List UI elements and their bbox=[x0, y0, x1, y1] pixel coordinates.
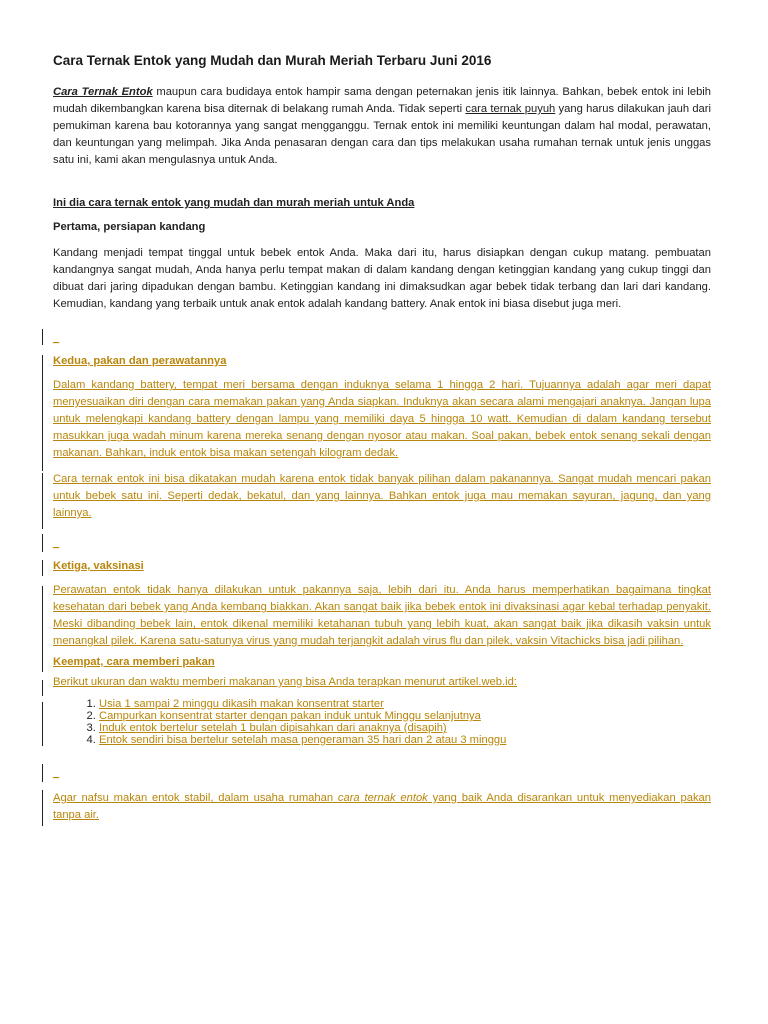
page-title: Cara Ternak Entok yang Mudah dan Murah Meriah Terbaru Juni 2016 bbox=[53, 53, 492, 68]
change-bar bbox=[42, 656, 43, 672]
closing-italic-link: cara ternak entok bbox=[337, 792, 428, 804]
list-item bbox=[99, 734, 711, 746]
section2-paragraph-1: Dalam kandang battery, tempat meri bersama dengan induknya selama 1 hingga 2 hari. Tujuannya adalah agar meri dapat menyesuaikan diri dengan cara memakan pakan yang Anda siapkan. Induknya akan secara alami mengajari anaknya. Jangan lupa untuk melengkapi kandang battery dengan lampu yang memiliki daya 5 hingga 10 watt. Kemudian di dalam kandang tersebut masukkan juga wadah minum karena mereka senang dengan nyosor atau makan. Soal pakan, bebek entok senang sekali dengan makanan. Bahkan, induk entok bisa makan setengah kilogram dedak. bbox=[53, 379, 711, 459]
document-page bbox=[53, 52, 711, 824]
list-item-text: Campurkan konsentrat starter dengan pakan induk untuk Minggu selanjutnya bbox=[99, 710, 481, 722]
section-subheading: Ini dia cara ternak entok yang mudah dan murah meriah untuk Anda bbox=[53, 197, 415, 209]
dash-marker: _ bbox=[53, 537, 60, 549]
change-bar bbox=[42, 680, 43, 696]
section4-content bbox=[53, 656, 711, 746]
change-bar bbox=[42, 560, 43, 576]
closing-block bbox=[53, 790, 711, 824]
change-bar bbox=[42, 355, 43, 381]
change-bar bbox=[42, 329, 43, 345]
section3-content bbox=[53, 560, 711, 650]
intro-text-1: maupun cara budidaya entok hampir sama dengan peternakan jenis itik lainnya. Bahkan, bebek entok ini lebih mudah dikembangkan karena bisa diternak di belakang rumah Anda. Tidak seperti bbox=[53, 86, 711, 115]
closing-text-2: yang baik Anda disarankan untuk menyediakan pakan tanpa air. bbox=[53, 792, 711, 821]
section3-paragraph-1: Perawatan entok tidak hanya dilakukan untuk pakannya saja, lebih dari itu. Anda harus memperhatikan bagaimana tingkat kesehatan dari bebek yang Anda kembang biakkan. Akan sangat baik jika bebek entok ini divaksinasi agar kebal terhadap penyakit. Meski dibanding bebek lain, entok dikenal memiliki ketahanan tubuh yang lebih kuat, akan sangat baik jika dikasih vaksin untuk menangkal pilek. Karena satu-satunya virus yang mudah terjangkit adalah virus flu dan pilek, vaksin Vitachicks bisa jadi pilihan. bbox=[53, 584, 711, 647]
list-item bbox=[99, 722, 711, 734]
change-bar bbox=[42, 702, 43, 746]
section4-paragraph-1: Berikut ukuran dan waktu memberi makanan yang bisa Anda terapkan menurut artikel.web.id: bbox=[53, 676, 517, 688]
dash-marker: _ bbox=[53, 767, 60, 779]
feeding-list bbox=[53, 698, 711, 746]
section3-heading: Ketiga, vaksinasi bbox=[53, 560, 144, 572]
link-cara-ternak-entok[interactable]: Cara Ternak Entok bbox=[53, 86, 153, 98]
intro-text-2: yang harus dilakukan jauh dari pemukiman karena bau kotorannya yang sangat mengganggu. Ternak entok ini memiliki keuntungan dalam hal modal, perawatan, dan keuntungan yang melimpah. Jika Anda penasaran dengan cara dan tips melakukan usaha rumahan ternak untuk jenis unggas satu ini, kami akan mengulasnya untuk Anda. bbox=[53, 103, 711, 166]
section2-heading: Kedua, pakan dan perawatannya bbox=[53, 355, 227, 367]
list-item-text: Entok sendiri bisa bertelur setelah masa pengeraman 35 hari dan 2 atau 3 minggu bbox=[99, 734, 507, 746]
dash-marker: _ bbox=[53, 332, 60, 344]
section4-heading: Keempat, cara memberi pakan bbox=[53, 656, 215, 668]
list-item bbox=[99, 698, 711, 710]
list-item-text: Induk entok bertelur setelah 1 bulan dipisahkan dari anaknya (disapih) bbox=[99, 722, 447, 734]
change-bar bbox=[42, 764, 43, 782]
intro-paragraph bbox=[53, 84, 711, 169]
link-cara-ternak-puyuh[interactable]: cara ternak puyuh bbox=[465, 103, 556, 115]
closing-text-1: Agar nafsu makan entok stabil, dalam usaha rumahan bbox=[53, 792, 338, 804]
section2-content bbox=[53, 355, 711, 522]
change-bar bbox=[42, 790, 43, 826]
section3-block bbox=[53, 534, 711, 550]
change-bar bbox=[42, 473, 43, 529]
closing-dash-block bbox=[53, 764, 711, 780]
section1-body: Kandang menjadi tempat tinggal untuk bebek entok Anda. Maka dari itu, harus disiapkan dengan cukup matang. pembuatan kandangnya sangat mudah, Anda hanya perlu tempat makan di dalam kandang dengan ketinggian kandang yang cukup tinggi dan dibuat dari jaring dipadukan dengan bambu. Ketinggian kandang ini dimaksudkan agar bebek tidak terbang dan lari dari kandang. Kemudian, kandang yang terbaik untuk anak entok adalah kandang battery. Anak entok ini biasa disebut juga meri. bbox=[53, 247, 711, 310]
section2-block bbox=[53, 327, 711, 345]
change-bar bbox=[42, 534, 43, 552]
section1-heading: Pertama, persiapan kandang bbox=[53, 221, 206, 233]
list-item bbox=[99, 710, 711, 722]
closing-paragraph bbox=[53, 790, 711, 824]
change-bar bbox=[42, 381, 43, 471]
section2-paragraph-2: Cara ternak entok ini bisa dikatakan mudah karena entok tidak banyak pilihan dalam pakanannya. Sangat mudah mencari pakan untuk bebek satu ini. Seperti dedak, bekatul, dan yang lainnya. Bahkan entok juga mau memakan sayuran, jagung, dan yang lainnya. bbox=[53, 473, 711, 519]
list-item-text: Usia 1 sampai 2 minggu dikasih makan konsentrat starter bbox=[99, 698, 384, 710]
